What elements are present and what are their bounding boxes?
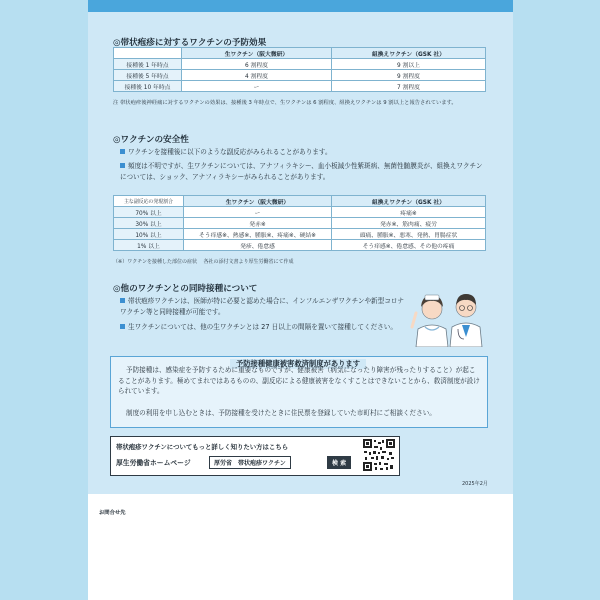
table-cell: ー [182,81,332,92]
safety-heading: ◎ワクチンの安全性 [113,135,189,145]
table-cell: 発疹、倦怠感 [184,240,332,251]
right-margin [513,0,600,600]
note-mark: 注 [113,100,119,106]
effect-note [113,99,485,108]
relief-title: 予防接種健康被害救済制度があります [230,359,366,369]
table-header-row [114,48,486,59]
safety-bullet-1 [120,147,486,158]
table-cell: 9 割以上 [332,59,486,70]
bullet-text: 頻度は不明ですが、生ワクチンについては、アナフィラキシー、血小板減少性紫斑病、無菌性髄膜炎が、組換えワクチンについては、ショック、アナフィラキシーがみられることがあります。 [120,162,483,181]
table-row [114,81,486,92]
table-row [114,218,486,229]
left-margin [0,0,88,600]
table-cell: ー [184,207,332,218]
search-keyword-field[interactable]: 厚労省 帯状疱疹ワクチン [209,456,291,469]
bullet-text: 帯状疱疹ワクチンは、医師が特に必要と認めた場合に、インフルエンザワクチンや新型コロナワクチン等と同時接種が可能です。 [120,297,405,316]
row-label: 1% 以上 [114,240,184,251]
bullet-text: ワクチンを接種後に以下のような副反応がみられることがあります。 [128,148,332,156]
table-cell: 疼痛※ [332,207,486,218]
table-corner [114,48,182,59]
side-effect-table [113,195,486,251]
table-row [114,70,486,81]
issue-date: 2025年2月 [462,481,488,487]
table-cell: そう痒感※、倦怠感、その他の疼痛 [332,240,486,251]
contact-area [88,494,513,600]
column-header: 主な副反応の発現割合 [114,196,184,207]
table-footnote: （※）ワクチンを接種した部位の症状 各社の添付文書より厚生労働省にて作成 [113,259,294,265]
bullet-icon [120,324,125,329]
nurse-figure [412,295,448,347]
table-header-row [114,196,486,207]
qr-code-icon[interactable] [362,438,396,472]
table-cell: 6 割程度 [182,59,332,70]
row-label: 接種後 5 年時点 [114,70,182,81]
bullet-icon [120,149,125,154]
doctor-nurse-illustration [408,283,488,347]
relief-paragraph-1: 予防接種は、感染症を予防するために重要なものですが、健康被害（病気になったり障害が残ったりすること）が起こることがあります。極めてまれではあるものの、副反応による健康被害をなくすことはできないことから、救済制度が設けられています。 [118,366,480,396]
column-header: 組換えワクチン（GSK 社） [332,48,486,59]
simultaneous-bullet-2 [120,322,406,333]
row-label: 10% 以上 [114,229,184,240]
relief-paragraph-2: 制度の利用を申し込むときは、予防接種を受けたときに住民票を登録していた市町村にご相談ください。 [126,409,436,417]
mhlw-homepage-label[interactable]: 厚生労働省ホームページ [116,459,191,467]
table-cell: 9 割程度 [332,70,486,81]
table-cell: そう痒感※、熱感※、腫脹※、疼痛※、硬結※ [184,229,332,240]
table-row [114,59,486,70]
row-label: 接種後 10 年時点 [114,81,182,92]
column-header: 生ワクチン（阪大微研） [182,48,332,59]
simultaneous-heading: ◎他のワクチンとの同時接種について [113,284,258,294]
doctor-figure [450,294,482,347]
effect-table [113,47,486,92]
column-header: 組換えワクチン（GSK 社） [332,196,486,207]
effect-heading: ◎帯状疱疹に対するワクチンの予防効果 [113,38,267,48]
table-row [114,229,486,240]
table-cell: 7 割程度 [332,81,486,92]
bullet-icon [120,163,125,168]
table-cell: 発赤※、筋肉痛、疲労 [332,218,486,229]
safety-bullet-2 [120,161,486,182]
table-row [114,240,486,251]
table-cell: 4 割程度 [182,70,332,81]
table-cell: 頭痛、腫脹※、悪寒、発熱、胃腸症状 [332,229,486,240]
row-label: 70% 以上 [114,207,184,218]
table-row [114,207,486,218]
info-line-1: 帯状疱疹ワクチンについてもっと詳しく知りたい方はこちら [116,443,289,451]
row-label: 接種後 1 年時点 [114,59,182,70]
header-strip [88,0,513,12]
note-text: 帯状疱疹後神経痛に対するワクチンの効果は、接種後 3 年時点で、生ワクチンは 6 割程度、組換えワクチンは 9 割以上と報告されています。 [120,100,457,106]
column-header: 生ワクチン（阪大微研） [184,196,332,207]
contact-label: お問合せ先 [99,510,126,516]
search-button[interactable]: 検 索 [327,456,351,469]
bullet-icon [120,298,125,303]
table-cell: 発赤※ [184,218,332,229]
simultaneous-bullet-1 [120,296,406,317]
row-label: 30% 以上 [114,218,184,229]
bullet-text: 生ワクチンについては、他の生ワクチンとは 27 日以上の間隔を置いて接種してください。 [128,323,397,331]
